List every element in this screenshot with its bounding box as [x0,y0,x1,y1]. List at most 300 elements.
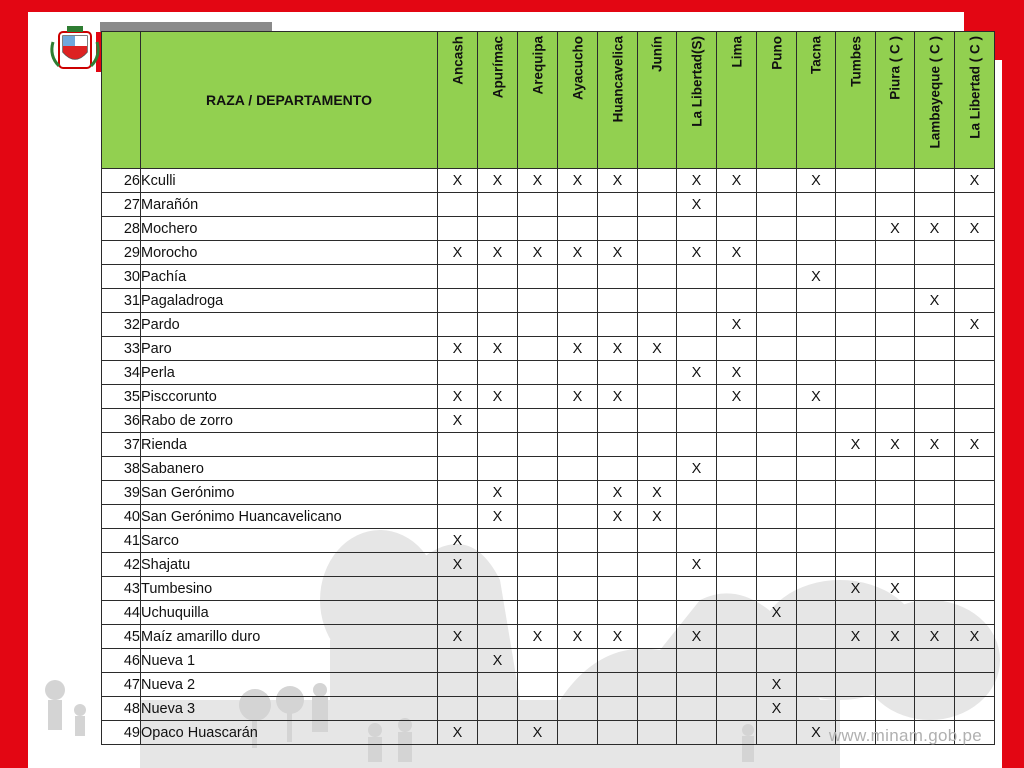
presence-mark-cell: X [598,505,638,529]
presence-mark-cell [717,649,757,673]
row-raza-name: Maíz amarillo duro [141,625,438,649]
presence-mark-cell [438,289,478,313]
presence-mark-cell [638,313,677,337]
presence-mark-cell: X [677,241,717,265]
presence-mark-cell [598,649,638,673]
presence-mark-cell [915,649,955,673]
presence-mark-cell [638,577,677,601]
presence-mark-cell [757,577,797,601]
presence-mark-cell: X [598,481,638,505]
presence-mark-cell [915,169,955,193]
row-number: 43 [102,577,141,601]
presence-mark-cell [598,601,638,625]
presence-mark-cell [836,193,876,217]
presence-mark-cell [677,289,717,313]
presence-mark-cell [598,577,638,601]
presence-mark-cell [955,241,995,265]
header-column-label: Ayacucho [569,36,585,101]
presence-mark-cell [677,481,717,505]
header-number-cell [102,32,141,169]
presence-mark-cell [478,601,518,625]
presence-mark-cell [757,457,797,481]
presence-mark-cell [797,505,836,529]
presence-mark-cell [638,553,677,577]
presence-mark-cell [438,457,478,481]
presence-mark-cell: X [955,433,995,457]
presence-mark-cell [915,673,955,697]
presence-mark-cell [915,577,955,601]
presence-mark-cell: X [598,385,638,409]
presence-mark-cell: X [478,385,518,409]
header-column-label: La Libertad ( C ) [966,36,982,139]
header-column [558,32,598,169]
presence-mark-cell [876,169,915,193]
presence-mark-cell [598,721,638,745]
presence-mark-cell [478,529,518,553]
presence-mark-cell [598,313,638,337]
presence-mark-cell [955,505,995,529]
presence-mark-cell [558,649,598,673]
presence-mark-cell [915,529,955,553]
presence-mark-cell [876,673,915,697]
presence-mark-cell [478,409,518,433]
row-raza-name: Sarco [141,529,438,553]
presence-mark-cell [757,313,797,337]
presence-mark-cell [438,697,478,721]
presence-mark-cell: X [478,241,518,265]
presence-mark-cell [638,673,677,697]
presence-mark-cell [638,433,677,457]
presence-mark-cell [518,601,558,625]
presence-mark-cell [836,649,876,673]
header-column [638,32,677,169]
presence-mark-cell: X [797,721,836,745]
presence-mark-cell: X [876,577,915,601]
presence-mark-cell [797,601,836,625]
presence-mark-cell: X [677,193,717,217]
presence-mark-cell: X [638,505,677,529]
presence-mark-cell: X [677,553,717,577]
row-number: 28 [102,217,141,241]
row-number: 37 [102,433,141,457]
presence-mark-cell [836,601,876,625]
presence-mark-cell [638,649,677,673]
presence-mark-cell [558,553,598,577]
presence-mark-cell [757,289,797,313]
row-number: 26 [102,169,141,193]
presence-mark-cell [518,289,558,313]
presence-mark-cell: X [438,337,478,361]
presence-mark-cell: X [717,241,757,265]
presence-mark-cell: X [915,433,955,457]
presence-mark-cell: X [438,409,478,433]
presence-mark-cell [876,265,915,289]
row-raza-name: Kculli [141,169,438,193]
row-raza-name: Sabanero [141,457,438,481]
presence-mark-cell [876,193,915,217]
presence-mark-cell [518,649,558,673]
presence-mark-cell [757,337,797,361]
presence-mark-cell [915,193,955,217]
presence-mark-cell: X [677,457,717,481]
presence-mark-cell [955,529,995,553]
presence-mark-cell [717,217,757,241]
row-number: 32 [102,313,141,337]
presence-mark-cell [836,385,876,409]
presence-mark-cell [478,577,518,601]
row-raza-name: Pagaladroga [141,289,438,313]
row-raza-name: Marañón [141,193,438,217]
presence-mark-cell [717,697,757,721]
presence-mark-cell [438,649,478,673]
header-column-label: Piura ( C ) [887,36,903,100]
row-number: 27 [102,193,141,217]
row-raza-name: Paro [141,337,438,361]
presence-mark-cell [438,673,478,697]
row-raza-name: Mochero [141,217,438,241]
row-number: 44 [102,601,141,625]
presence-mark-cell: X [478,481,518,505]
presence-mark-cell [955,265,995,289]
presence-mark-cell [797,553,836,577]
presence-mark-cell [955,553,995,577]
presence-mark-cell [757,649,797,673]
presence-mark-cell [638,457,677,481]
presence-mark-cell [518,697,558,721]
presence-mark-cell [915,457,955,481]
presence-mark-cell [558,409,598,433]
presence-mark-cell [478,433,518,457]
presence-mark-cell [876,385,915,409]
presence-mark-cell [757,169,797,193]
presence-mark-cell [478,553,518,577]
row-number: 42 [102,553,141,577]
presence-mark-cell: X [598,169,638,193]
presence-mark-cell [518,673,558,697]
presence-mark-cell: X [915,289,955,313]
header-column-label: La Libertad(S) [688,36,704,127]
presence-mark-cell: X [876,625,915,649]
presence-mark-cell [598,529,638,553]
presence-mark-cell: X [836,577,876,601]
presence-mark-cell [955,337,995,361]
table-row [102,241,995,265]
presence-mark-cell [558,601,598,625]
presence-mark-cell [717,265,757,289]
presence-mark-cell [876,457,915,481]
presence-mark-cell [955,193,995,217]
presence-mark-cell [638,529,677,553]
presence-mark-cell [717,673,757,697]
presence-mark-cell [876,289,915,313]
presence-mark-cell [638,625,677,649]
row-raza-name: Morocho [141,241,438,265]
row-number: 40 [102,505,141,529]
presence-mark-cell: X [518,721,558,745]
presence-mark-cell: X [797,169,836,193]
presence-mark-cell [558,193,598,217]
presence-mark-cell [638,409,677,433]
presence-mark-cell [438,313,478,337]
presence-mark-cell [558,721,598,745]
presence-mark-cell: X [797,265,836,289]
presence-mark-cell: X [955,625,995,649]
presence-mark-cell: X [478,649,518,673]
presence-mark-cell [836,217,876,241]
peru-coat-of-arms-logo [45,22,105,80]
presence-mark-cell: X [558,337,598,361]
presence-mark-cell [677,337,717,361]
presence-mark-cell [598,553,638,577]
row-raza-name: San Gerónimo [141,481,438,505]
presence-mark-cell [677,433,717,457]
presence-mark-cell [558,673,598,697]
row-raza-name: San Gerónimo Huancavelicano [141,505,438,529]
header-column-label: Apurímac [489,36,505,99]
presence-mark-cell [558,481,598,505]
presence-mark-cell: X [876,217,915,241]
header-column-label: Tumbes [847,36,863,87]
presence-mark-cell [677,673,717,697]
table-row [102,337,995,361]
table-row [102,265,995,289]
presence-mark-cell [558,361,598,385]
presence-mark-cell [717,481,757,505]
footer-url: www.minam.gob.pe [828,726,982,745]
presence-mark-cell: X [836,433,876,457]
presence-mark-cell [797,673,836,697]
presence-mark-cell [518,337,558,361]
presence-mark-cell [836,265,876,289]
header-column [915,32,955,169]
table-row [102,505,995,529]
presence-mark-cell [677,217,717,241]
row-number: 38 [102,457,141,481]
table-row [102,649,995,673]
raza-departamento-table [101,31,995,745]
presence-mark-cell: X [717,169,757,193]
table-row [102,529,995,553]
presence-mark-cell [598,361,638,385]
presence-mark-cell [955,601,995,625]
presence-mark-cell [955,673,995,697]
header-column-label: Ancash [449,36,465,85]
presence-mark-cell [836,169,876,193]
presence-mark-cell [797,361,836,385]
presence-mark-cell [876,529,915,553]
header-raza-departamento: RAZA / DEPARTAMENTO [141,32,438,169]
presence-mark-cell: X [598,625,638,649]
header-column [836,32,876,169]
header-column [717,32,757,169]
presence-mark-cell [955,361,995,385]
presence-mark-cell: X [438,241,478,265]
row-number: 45 [102,625,141,649]
presence-mark-cell: X [478,169,518,193]
presence-mark-cell [915,505,955,529]
presence-mark-cell [677,601,717,625]
row-raza-name: Pisccorunto [141,385,438,409]
presence-mark-cell [598,673,638,697]
presence-mark-cell: X [836,625,876,649]
presence-mark-cell [797,289,836,313]
row-raza-name: Opaco Huascarán [141,721,438,745]
presence-mark-cell [797,193,836,217]
presence-mark-cell [598,697,638,721]
presence-mark-cell: X [598,241,638,265]
presence-mark-cell [518,577,558,601]
presence-mark-cell [876,697,915,721]
presence-mark-cell [638,289,677,313]
row-number: 46 [102,649,141,673]
presence-mark-cell [518,385,558,409]
presence-mark-cell [638,721,677,745]
presence-mark-cell: X [677,169,717,193]
presence-mark-cell [757,409,797,433]
presence-mark-cell: X [717,385,757,409]
presence-mark-cell [797,313,836,337]
presence-mark-cell [757,193,797,217]
presence-mark-cell: X [478,337,518,361]
presence-mark-cell [677,721,717,745]
presence-mark-cell [797,625,836,649]
presence-mark-cell: X [558,385,598,409]
presence-mark-cell: X [438,553,478,577]
row-raza-name: Nueva 1 [141,649,438,673]
presence-mark-cell [677,385,717,409]
presence-mark-cell [955,289,995,313]
header-column-label: Junín [649,36,665,72]
presence-mark-cell [558,289,598,313]
presence-mark-cell [915,553,955,577]
table-row [102,577,995,601]
presence-mark-cell [876,481,915,505]
presence-mark-cell [797,649,836,673]
presence-mark-cell: X [915,625,955,649]
presence-mark-cell [438,361,478,385]
presence-mark-cell [558,217,598,241]
presence-mark-cell [915,481,955,505]
presence-mark-cell: X [638,481,677,505]
presence-mark-cell: X [558,169,598,193]
presence-mark-cell [797,529,836,553]
table-row [102,193,995,217]
presence-mark-cell [478,193,518,217]
presence-mark-cell [518,217,558,241]
presence-mark-cell [638,193,677,217]
presence-mark-cell [717,457,757,481]
presence-mark-cell: X [717,361,757,385]
presence-mark-cell: X [438,529,478,553]
presence-mark-cell: X [518,169,558,193]
presence-mark-cell [836,313,876,337]
presence-mark-cell [558,265,598,289]
presence-mark-cell [518,265,558,289]
presence-mark-cell [876,601,915,625]
header-column-label: Puno [768,36,784,70]
presence-mark-cell [438,265,478,289]
presence-mark-cell [915,385,955,409]
presence-mark-cell [717,505,757,529]
presence-mark-cell [518,433,558,457]
presence-mark-cell [638,217,677,241]
presence-mark-cell [638,169,677,193]
presence-mark-cell [757,505,797,529]
header-column-label: Huancavelica [609,36,625,123]
row-number: 48 [102,697,141,721]
presence-mark-cell [717,193,757,217]
presence-mark-cell [598,409,638,433]
row-raza-name: Uchuquilla [141,601,438,625]
row-raza-name: Shajatu [141,553,438,577]
table-header-row [102,32,995,169]
row-number: 49 [102,721,141,745]
presence-mark-cell [558,457,598,481]
presence-mark-cell [638,265,677,289]
presence-mark-cell [717,337,757,361]
row-raza-name: Nueva 2 [141,673,438,697]
presence-mark-cell [438,601,478,625]
presence-mark-cell [518,553,558,577]
presence-mark-cell [717,409,757,433]
presence-mark-cell [518,481,558,505]
presence-mark-cell [558,697,598,721]
presence-mark-cell [638,385,677,409]
presence-mark-cell [797,457,836,481]
presence-mark-cell [757,625,797,649]
presence-mark-cell [757,553,797,577]
presence-mark-cell [836,409,876,433]
presence-mark-cell [836,361,876,385]
presence-mark-cell [638,601,677,625]
row-raza-name: Pachía [141,265,438,289]
presence-mark-cell [677,529,717,553]
presence-mark-cell [836,241,876,265]
presence-mark-cell [438,433,478,457]
presence-mark-cell [478,265,518,289]
presence-mark-cell [915,361,955,385]
presence-mark-cell: X [677,361,717,385]
presence-mark-cell [558,529,598,553]
row-number: 31 [102,289,141,313]
presence-mark-cell [955,577,995,601]
presence-mark-cell [757,241,797,265]
presence-mark-cell [478,673,518,697]
presence-mark-cell [797,217,836,241]
table-row [102,289,995,313]
presence-mark-cell [797,697,836,721]
row-number: 35 [102,385,141,409]
presence-mark-cell: X [478,505,518,529]
presence-mark-cell [677,313,717,337]
presence-mark-cell [797,241,836,265]
presence-mark-cell [598,193,638,217]
presence-mark-cell: X [955,217,995,241]
presence-mark-cell [478,457,518,481]
presence-mark-cell [438,505,478,529]
presence-mark-cell: X [438,721,478,745]
row-raza-name: Nueva 3 [141,697,438,721]
presence-mark-cell [478,217,518,241]
presence-mark-cell [558,577,598,601]
presence-mark-cell [717,625,757,649]
presence-mark-cell: X [876,433,915,457]
presence-mark-cell [836,337,876,361]
header-column-label: Lambayeque ( C ) [926,36,942,149]
presence-mark-cell [598,265,638,289]
table-row [102,217,995,241]
presence-mark-cell [757,265,797,289]
